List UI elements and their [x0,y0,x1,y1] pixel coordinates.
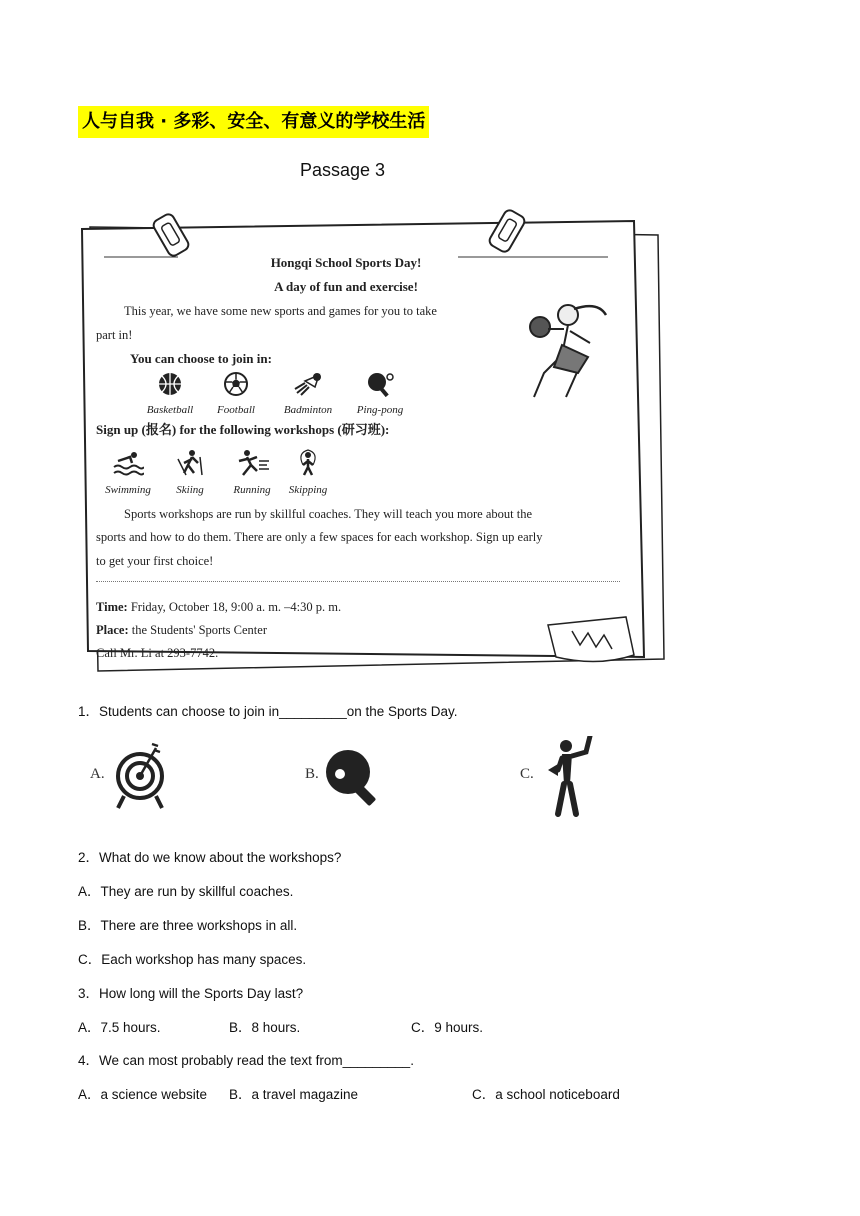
sport-badminton [270,371,346,416]
notice-title: Hongqi School Sports Day! [270,255,422,270]
time-row [96,595,341,619]
dart-thrower-icon [540,736,600,818]
sport-caption: Badminton [283,404,333,416]
question-1: 1．Students can choose to join in_________on the Sports Day. [78,704,458,719]
question-2: 2．What do we know about the workshops? [78,850,342,865]
workshop-caption: Skipping [288,484,328,496]
notice-intro-line1: This year, we have some new sports and games for you to take [124,304,437,318]
notice-subtitle: A day of fun and exercise! [274,279,418,294]
q3-option-c: C．9 hours. [411,1020,484,1035]
q4-option-b: B．a travel magazine [229,1087,359,1102]
question-3: 3．How long will the Sports Day last? [78,986,304,1001]
dotted-divider [96,581,620,582]
sport-caption: Football [217,404,255,416]
notice-body-line2: sports and how to do them. There are only a few spaces for each workshop. Sign up early [96,530,543,544]
sport-caption: Ping-pong [356,404,404,416]
workshop-caption: Running [233,484,271,496]
football-icon [223,371,249,397]
workshop-caption: Swimming [105,484,151,496]
notice-board [78,205,668,685]
notice-body-line1: Sports workshops are run by skillful coaches. They will teach you more about the [124,507,533,521]
q4-option-c: C．a school noticeboard [472,1087,620,1102]
shuttlecock-icon [293,371,323,397]
place-label: Place: [96,623,129,637]
skiing-icon [174,449,206,477]
time-value: Friday, October 18, 9:00 a. m. –4:30 p. m. [130,600,342,614]
notice-body-line3: to get your first choice! [96,554,214,568]
q1-option-a-label: A. [90,766,105,782]
ping-pong-paddle-icon [365,371,395,397]
sport-pingpong [342,371,418,416]
q2-option-b: B．There are three workshops in all. [78,918,298,933]
call-line: Call Mr. Li at 293-7742. [96,646,219,660]
archery-target-icon [112,740,168,810]
place-row [96,618,267,642]
basketball-icon [157,371,183,397]
passage-title: Passage 3 [300,160,386,180]
ping-pong-paddle-icon [322,746,386,806]
q1-option-c-label: C. [520,766,534,782]
q3-option-b: B．8 hours. [229,1020,301,1035]
sport-football [198,371,274,416]
time-label: Time: [96,600,128,614]
workshop-caption: Skiing [176,484,204,496]
section-heading: 人与自我 · 多彩、安全、有意义的学校生活 [78,106,429,138]
notice-intro-line2: part in! [96,328,133,342]
q3-option-a: A．7.5 hours. [78,1020,161,1035]
workshop-skipping [270,449,346,496]
running-icon [235,449,269,477]
q4-option-a: A．a science website [78,1087,208,1102]
q1-option-b-label: B. [305,766,319,782]
sport-caption: Basketball [146,404,194,416]
choose-label: You can choose to join in: [130,351,272,366]
signup-label: Sign up (报名) for the following workshops (研习班): [96,422,390,437]
q2-option-a: A．They are run by skillful coaches. [78,884,294,899]
place-value: the Students' Sports Center [131,623,267,637]
swimming-icon [112,449,144,477]
question-4: 4．We can most probably read the text from_________. [78,1053,414,1068]
sport-basketball [132,371,208,416]
q2-option-c: C．Each workshop has many spaces. [78,952,307,967]
notice-content [78,205,668,685]
skipping-rope-icon [293,449,323,477]
